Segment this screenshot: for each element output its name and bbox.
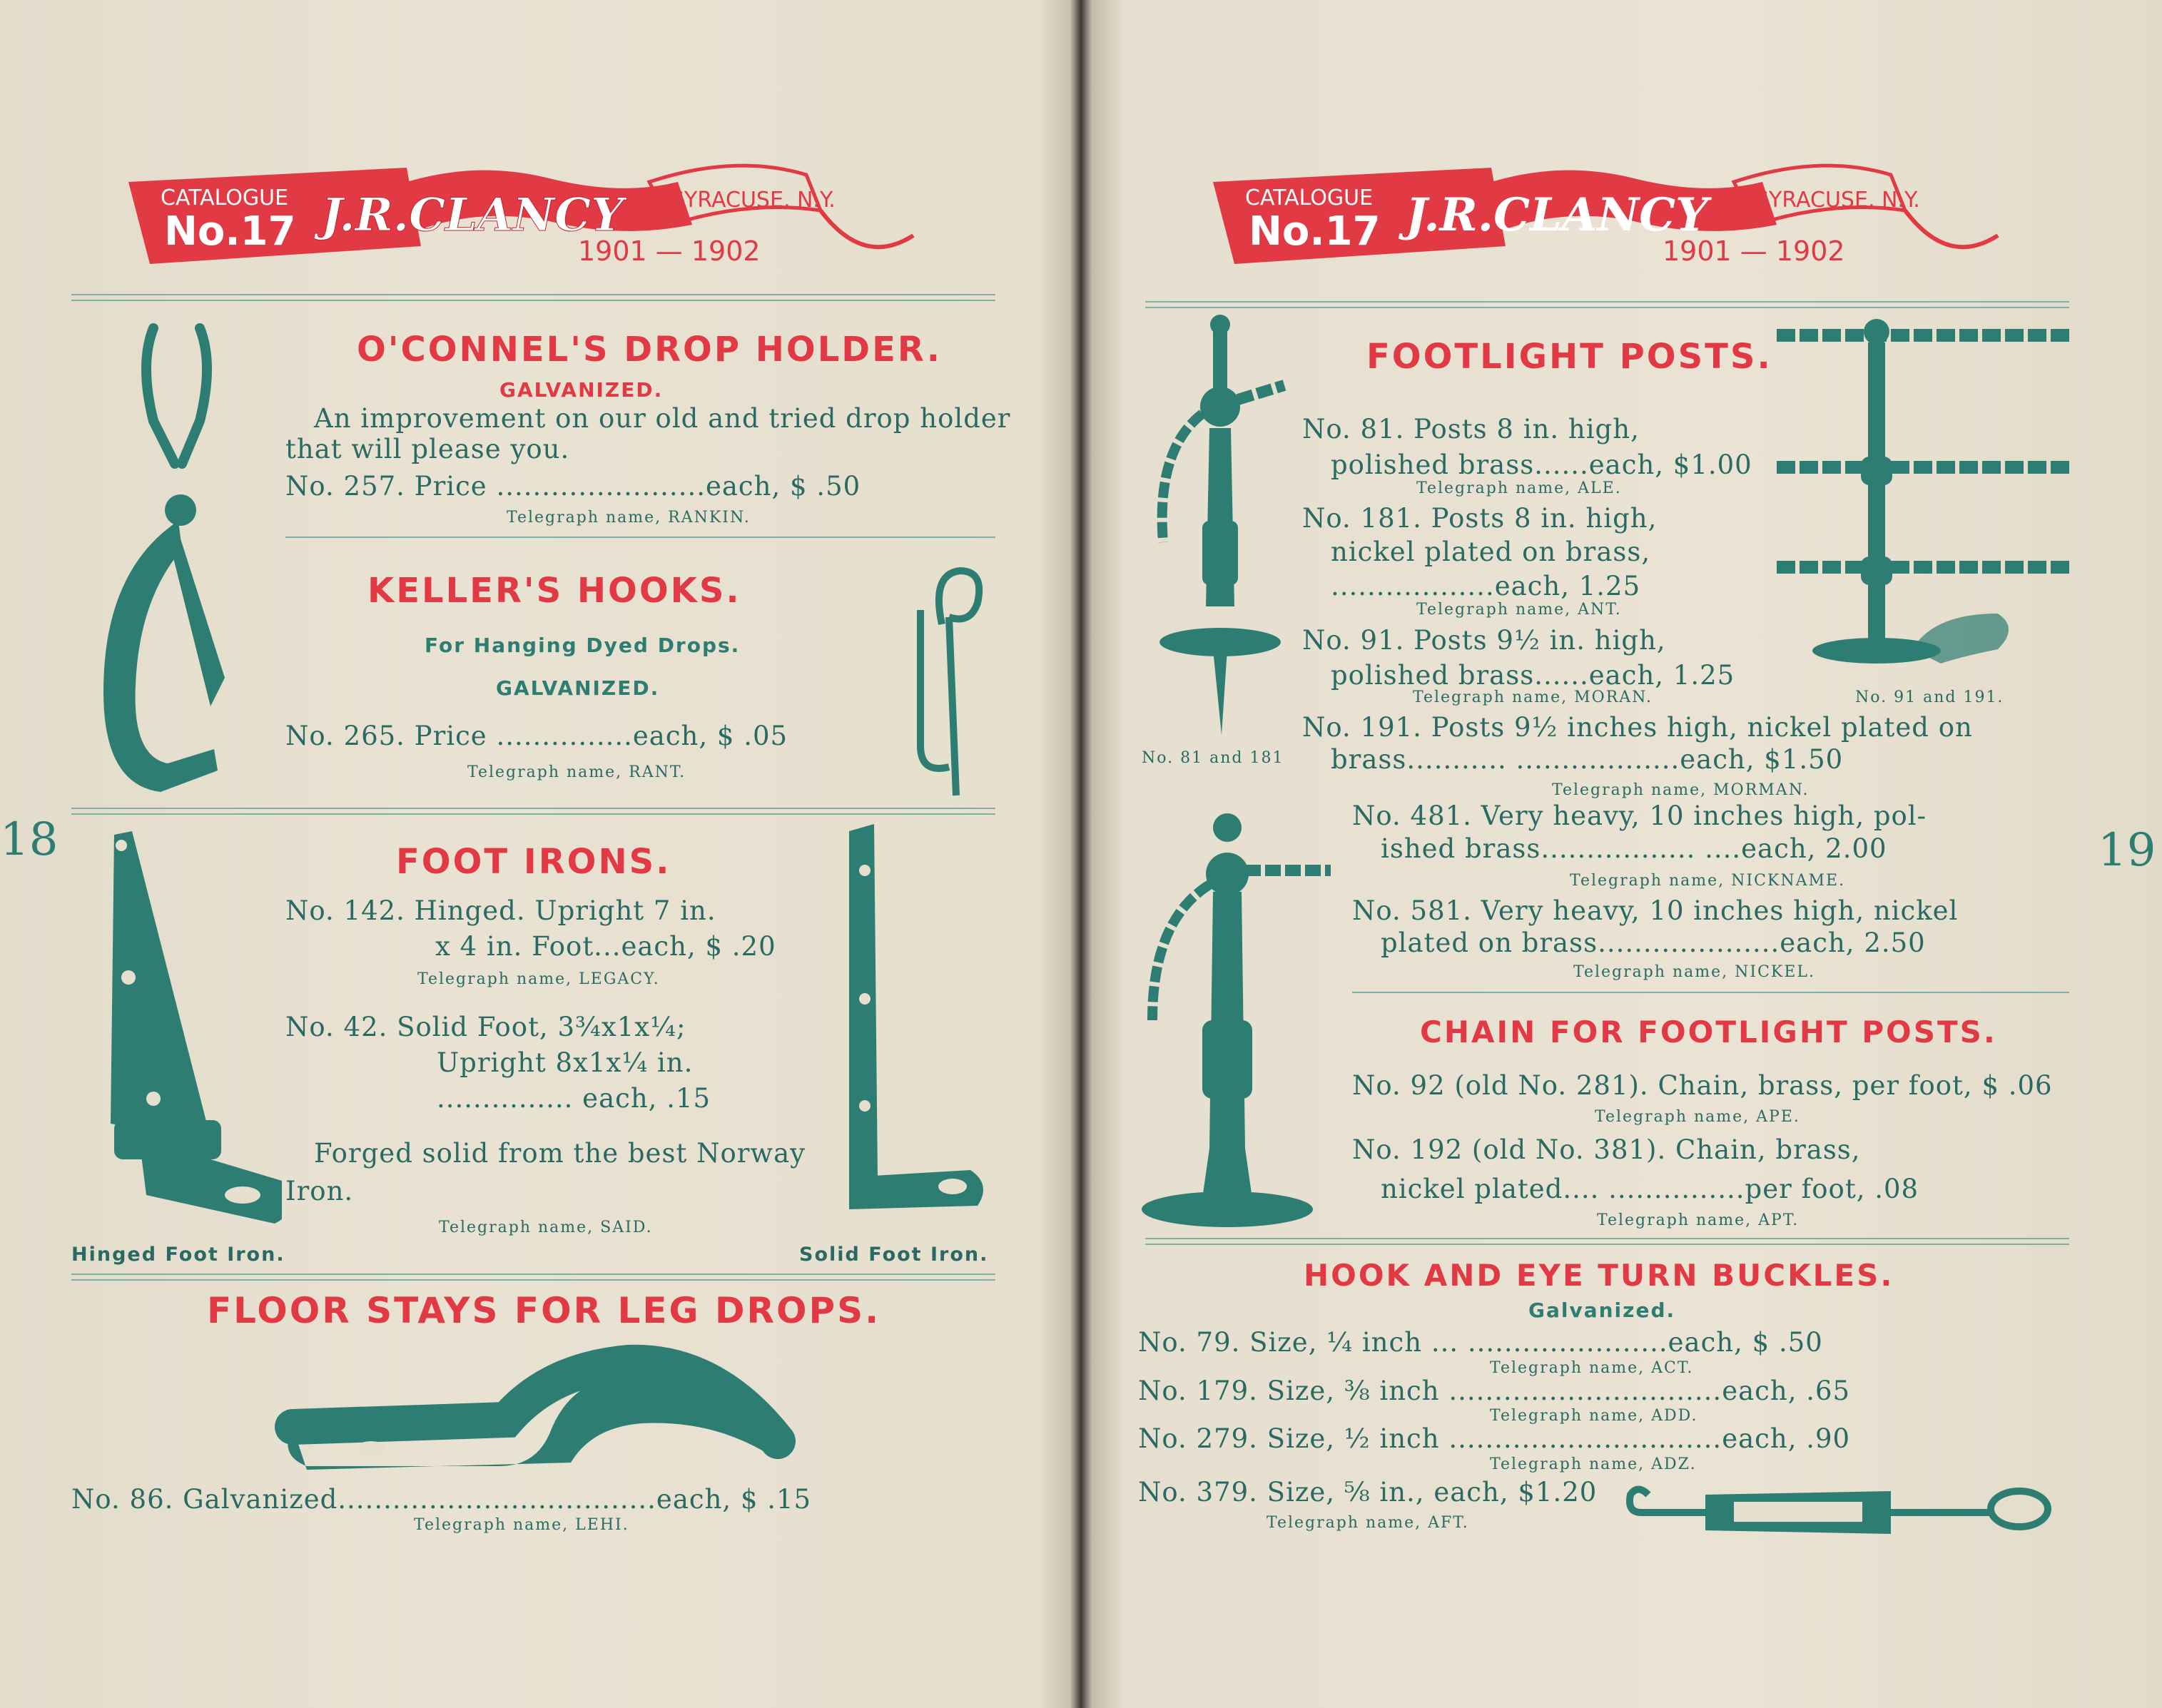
- banner-name-right: J.R.CLANCY: [1406, 188, 1708, 242]
- banner-city: SYRACUSE, N.Y.: [671, 188, 836, 213]
- chain-title: CHAIN FOR FOOTLIGHT POSTS.: [1420, 1015, 1997, 1049]
- posts-581-line-2: plated on brass....................each, 2.50: [1381, 927, 1926, 958]
- section-rule-2: [71, 808, 995, 815]
- catalogue-banner-right: [1192, 139, 2048, 282]
- buckles-title: HOOK AND EYE TURN BUCKLES.: [1304, 1258, 1894, 1293]
- posts-181-line-2: nickel plated on brass,: [1331, 537, 1651, 567]
- hook-illustration: [899, 560, 999, 803]
- hooks-title: KELLER'S HOOKS.: [367, 571, 741, 611]
- buckles-179-telegraph: Telegraph name, ADD.: [1490, 1407, 1698, 1425]
- left-page-number: 18: [0, 813, 59, 866]
- drop-holder-telegraph: Telegraph name, RANKIN.: [507, 509, 751, 527]
- posts-191-telegraph: Telegraph name, MORMAN.: [1552, 781, 1810, 799]
- foot-irons-line-2: x 4 in. Foot...each, $ .20: [435, 931, 776, 962]
- chain-92-line: No. 92 (old No. 281). Chain, brass, per foot, $ .06: [1352, 1070, 2053, 1101]
- banner-number: No.17: [164, 208, 296, 255]
- buckles-379-line: No. 379. Size, ⅝ in., each, $1.20: [1138, 1477, 1598, 1508]
- footlight-post-481-illustration: [1138, 806, 1352, 1234]
- posts-581-line-1: No. 581. Very heavy, 10 inches high, nickel: [1352, 895, 1959, 926]
- section-rule-1: [285, 537, 995, 538]
- buckles-79-telegraph: Telegraph name, ACT.: [1490, 1359, 1694, 1377]
- foot-irons-line-1: No. 142. Hinged. Upright 7 in.: [285, 895, 716, 926]
- footlight-post-91-illustration: [1770, 314, 2069, 685]
- hooks-price-line: No. 265. Price ...............each, $ .05: [285, 721, 788, 751]
- drop-holder-subtitle: GALVANIZED.: [499, 378, 664, 402]
- foot-irons-telegraph-1: Telegraph name, LEGACY.: [417, 970, 660, 988]
- right-page-number: 19: [2098, 824, 2156, 877]
- foot-irons-line-4: Upright 8x1x¼ in.: [437, 1047, 694, 1078]
- left-page: [0, 0, 1070, 1708]
- foot-irons-line-6: Forged solid from the best Norway: [314, 1138, 806, 1169]
- banner-name: J.R.CLANCY: [321, 188, 624, 242]
- header-rule: [71, 294, 995, 301]
- banner-years: 1901 — 1902: [578, 235, 761, 267]
- buckles-279-telegraph: Telegraph name, ADZ.: [1490, 1455, 1697, 1473]
- posts-91-line-2: polished brass......each, 1.25: [1331, 660, 1735, 691]
- posts-181-line-1: No. 181. Posts 8 in. high,: [1302, 503, 1658, 534]
- posts-481-line-2: ished brass................. ....each, 2.00: [1381, 833, 1887, 864]
- banner-catalogue: CATALOGUE: [161, 185, 289, 210]
- banner-city-right: SYRACUSE, N.Y.: [1755, 188, 1920, 213]
- foot-irons-line-7: Iron.: [285, 1176, 354, 1206]
- buckles-subtitle: Galvanized.: [1528, 1298, 1676, 1322]
- posts-181-telegraph: Telegraph name, ANT.: [1416, 601, 1622, 619]
- hinged-foot-iron-caption: Hinged Foot Iron.: [71, 1244, 285, 1266]
- foot-irons-title: FOOT IRONS.: [396, 842, 671, 882]
- floor-stays-price-line: No. 86. Galvanized...................................each, $ .15: [71, 1484, 812, 1515]
- buckles-379-telegraph: Telegraph name, AFT.: [1267, 1514, 1469, 1532]
- foot-irons-telegraph-2: Telegraph name, SAID.: [439, 1219, 653, 1236]
- posts-81-telegraph: Telegraph name, ALE.: [1416, 479, 1622, 497]
- foot-irons-line-5: ............... each, .15: [437, 1083, 711, 1114]
- drop-holder-title: O'CONNEL'S DROP HOLDER.: [357, 330, 943, 370]
- posts-191-line-2: brass........... ..................each, $1.50: [1331, 744, 1844, 775]
- chain-92-telegraph: Telegraph name, APE.: [1595, 1108, 1800, 1126]
- posts-191-line-1: No. 191. Posts 9½ inches high, nickel plated on: [1302, 712, 1973, 743]
- buckles-79-line: No. 79. Size, ¼ inch ... ......................each, $ .50: [1138, 1327, 1823, 1358]
- turn-buckle-illustration: [1620, 1470, 2076, 1555]
- drop-holder-illustration: [75, 321, 246, 820]
- buckles-179-line: No. 179. Size, ⅜ inch ..............................each, .65: [1138, 1376, 1851, 1406]
- posts-481-line-1: No. 481. Very heavy, 10 inches high, pol-: [1352, 800, 1927, 831]
- solid-foot-iron-caption: Solid Foot Iron.: [799, 1244, 989, 1266]
- post-81-caption: No. 81 and 181: [1142, 749, 1284, 767]
- buckles-279-line: No. 279. Size, ½ inch ..............................each, .90: [1138, 1423, 1851, 1454]
- post-91-caption: No. 91 and 191.: [1855, 688, 2004, 706]
- hinged-foot-iron-illustration: [68, 824, 282, 1238]
- posts-581-telegraph: Telegraph name, NICKEL.: [1573, 963, 1816, 981]
- floor-stays-telegraph: Telegraph name, LEHI.: [414, 1516, 629, 1534]
- floor-stays-title: FLOOR STAYS FOR LEG DROPS.: [207, 1290, 881, 1331]
- posts-181-line-3: ..................each, 1.25: [1331, 571, 1641, 601]
- posts-481-telegraph: Telegraph name, NICKNAME.: [1570, 872, 1846, 890]
- chain-192-line-2: nickel plated.... ...............per foot, .08: [1381, 1174, 1919, 1204]
- banner-catalogue-right: CATALOGUE: [1245, 185, 1374, 210]
- chain-192-telegraph: Telegraph name, APT.: [1597, 1211, 1800, 1229]
- banner-years-right: 1901 — 1902: [1663, 235, 1845, 267]
- section-rule-chain: [1352, 992, 2069, 993]
- posts-81-line-1: No. 81. Posts 8 in. high,: [1302, 414, 1640, 444]
- section-rule-buckles: [1145, 1238, 2069, 1245]
- catalogue-banner: [107, 139, 963, 282]
- drop-holder-desc-1: An improvement on our old and tried drop holder: [314, 403, 1011, 434]
- section-rule-3: [71, 1274, 995, 1281]
- posts-81-line-2: polished brass......each, $1.00: [1331, 449, 1752, 480]
- solid-foot-iron-illustration: [835, 820, 999, 1220]
- floor-stay-illustration: [271, 1327, 799, 1477]
- foot-irons-line-3: No. 42. Solid Foot, 3¾x1x¼;: [285, 1012, 686, 1042]
- hooks-subtitle-1: For Hanging Dyed Drops.: [425, 634, 741, 657]
- chain-192-line-1: No. 192 (old No. 381). Chain, brass,: [1352, 1134, 1861, 1165]
- banner-number-right: No.17: [1249, 208, 1381, 255]
- footlight-post-81-illustration: [1142, 307, 1299, 749]
- drop-holder-desc-2: that will please you.: [285, 434, 570, 464]
- right-page: [1077, 0, 2156, 1708]
- hooks-telegraph: Telegraph name, RANT.: [467, 763, 686, 781]
- drop-holder-price-line: No. 257. Price .......................each, $ .50: [285, 471, 861, 502]
- footlight-posts-title: FOOTLIGHT POSTS.: [1366, 337, 1772, 377]
- posts-91-telegraph: Telegraph name, MORAN.: [1413, 688, 1653, 706]
- hooks-subtitle-2: GALVANIZED.: [496, 676, 660, 700]
- posts-91-line-1: No. 91. Posts 9½ in. high,: [1302, 625, 1666, 656]
